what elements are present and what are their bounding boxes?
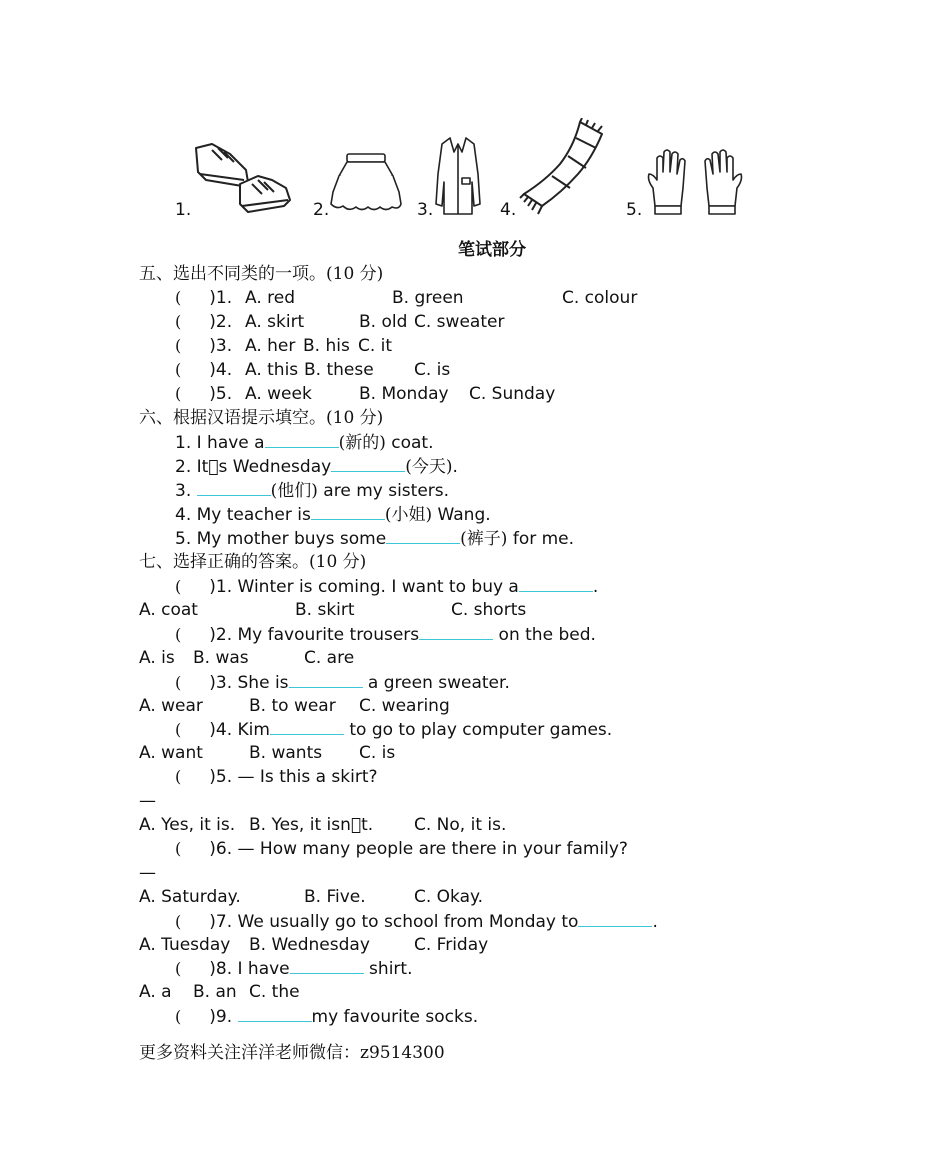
picture-number-3: 3. [417, 200, 434, 220]
part7-q2-option-a: A. is [139, 648, 175, 668]
part7-q6-option-b: B. Five. [304, 887, 366, 907]
answer-blank[interactable] [386, 526, 460, 544]
part6-item-1: 1. I have a (新的) coat. [175, 430, 433, 455]
part7-question-8: ( )8. I have shirt. [175, 956, 412, 981]
answer-blank[interactable] [238, 1004, 312, 1022]
part5-question-3: ( )3. [175, 336, 233, 356]
part7-q1-option-b: B. skirt [295, 600, 355, 620]
part5-q2-option-a: A. skirt [245, 312, 305, 332]
picture-number-4: 4. [500, 200, 517, 220]
part6-item-3: 3. (他们) are my sisters. [175, 478, 449, 503]
part5-q1-option-c: C. colour [562, 288, 638, 308]
part7-q7-option-c: C. Friday [414, 935, 489, 955]
part5-question-5: ( )5. [175, 384, 233, 404]
part7-question-7: ( )7. We usually go to school from Monday to . [175, 909, 658, 934]
part7-q2-option-b: B. was [193, 648, 249, 668]
part5-q1-option-b: B. green [392, 288, 464, 308]
part5-q5-option-a: A. week [245, 384, 312, 404]
answer-blank[interactable] [197, 478, 271, 496]
answer-blank[interactable] [419, 622, 493, 640]
part7-q1-option-a: A. coat [139, 600, 198, 620]
part7-q7-option-a: A. Tuesday [139, 935, 231, 955]
part7-question-6: ( )6. — How many people are there in your family? [175, 839, 628, 859]
answer-blank[interactable] [270, 717, 344, 735]
skirt-icon [329, 150, 403, 216]
part7-q3-option-b: B. to wear [249, 696, 336, 716]
part5-q3-option-a: A. her [245, 336, 296, 356]
part5-q2-option-b: B. old [359, 312, 408, 332]
part7-q8-option-c: C. the [249, 982, 300, 1002]
part7-q4-option-c: C. is [359, 743, 396, 763]
part5-q4-option-b: B. these [304, 360, 374, 380]
answer-blank[interactable] [519, 574, 593, 592]
part7-q5-option-b: B. Yes, it isn t. [249, 815, 374, 835]
part5-question-1: ( )1. [175, 288, 233, 308]
part5-q4-option-a: A. this [245, 360, 299, 380]
part5-q3-option-b: B. his [303, 336, 350, 356]
part7-question-9: ( )9. my favourite socks. [175, 1004, 478, 1029]
footer-note: 更多资料关注洋洋老师微信：z9514300 [139, 1043, 445, 1063]
part6-heading: 六、根据汉语提示填空。(10 分) [139, 408, 384, 428]
part7-question-5: ( )5. — Is this a skirt? [175, 767, 378, 787]
part7-question-1: ( )1. Winter is coming. I want to buy a . [175, 574, 598, 599]
picture-number-2: 2. [313, 200, 330, 220]
picture-number-1: 1. [175, 200, 192, 220]
section-title: 笔试部分 [458, 240, 526, 260]
answer-blank[interactable] [311, 502, 385, 520]
part7-question-2: ( )2. My favourite trousers on the bed. [175, 622, 596, 647]
part6-item-5: 5. My mother buys some (裤子) for me. [175, 526, 574, 551]
part5-question-4: ( )4. [175, 360, 233, 380]
part7-q5-dash: — [139, 791, 156, 811]
part7-q6-option-c: C. Okay. [414, 887, 484, 907]
coat-icon [434, 134, 482, 218]
answer-blank[interactable] [290, 956, 364, 974]
sneakers-icon [192, 140, 294, 216]
part5-q3-option-c: C. it [358, 336, 393, 356]
part7-q5-option-c: C. No, it is. [414, 815, 507, 835]
part7-question-4: ( )4. Kim to go to play computer games. [175, 717, 612, 742]
part5-q5-option-b: B. Monday [359, 384, 449, 404]
part6-item-4: 4. My teacher is (小姐) Wang. [175, 502, 491, 527]
part7-heading: 七、选择正确的答案。(10 分) [139, 552, 367, 572]
part5-q5-option-c: C. Sunday [469, 384, 556, 404]
part6-item-2: 2. It s Wednesday (今天). [175, 454, 458, 479]
part7-question-3: ( )3. She is a green sweater. [175, 670, 510, 695]
part7-q8-option-a: A. a [139, 982, 172, 1002]
part7-q3-option-a: A. wear [139, 696, 203, 716]
answer-blank[interactable] [265, 430, 339, 448]
part7-q7-option-b: B. Wednesday [249, 935, 370, 955]
picture-number-5: 5. [626, 200, 643, 220]
gloves-icon [645, 148, 745, 216]
part7-q8-option-b: B. an [193, 982, 237, 1002]
part5-q1-option-a: A. red [245, 288, 296, 308]
answer-blank[interactable] [331, 454, 405, 472]
part5-question-2: ( )2. [175, 312, 233, 332]
part7-q3-option-c: C. wearing [359, 696, 450, 716]
part5-heading: 五、选出不同类的一项。(10 分) [139, 264, 384, 284]
part7-q2-option-c: C. are [304, 648, 355, 668]
part5-q2-option-c: C. sweater [414, 312, 505, 332]
part7-q6-option-a: A. Saturday. [139, 887, 241, 907]
part5-q4-option-c: C. is [414, 360, 451, 380]
part7-q4-option-a: A. want [139, 743, 203, 763]
part7-q6-dash: — [139, 863, 156, 883]
part7-q4-option-b: B. wants [249, 743, 323, 763]
part7-q5-option-a: A. Yes, it is. [139, 815, 236, 835]
answer-blank[interactable] [578, 909, 652, 927]
part7-q1-option-c: C. shorts [451, 600, 527, 620]
answer-blank[interactable] [289, 670, 363, 688]
scarf-icon [518, 118, 608, 218]
